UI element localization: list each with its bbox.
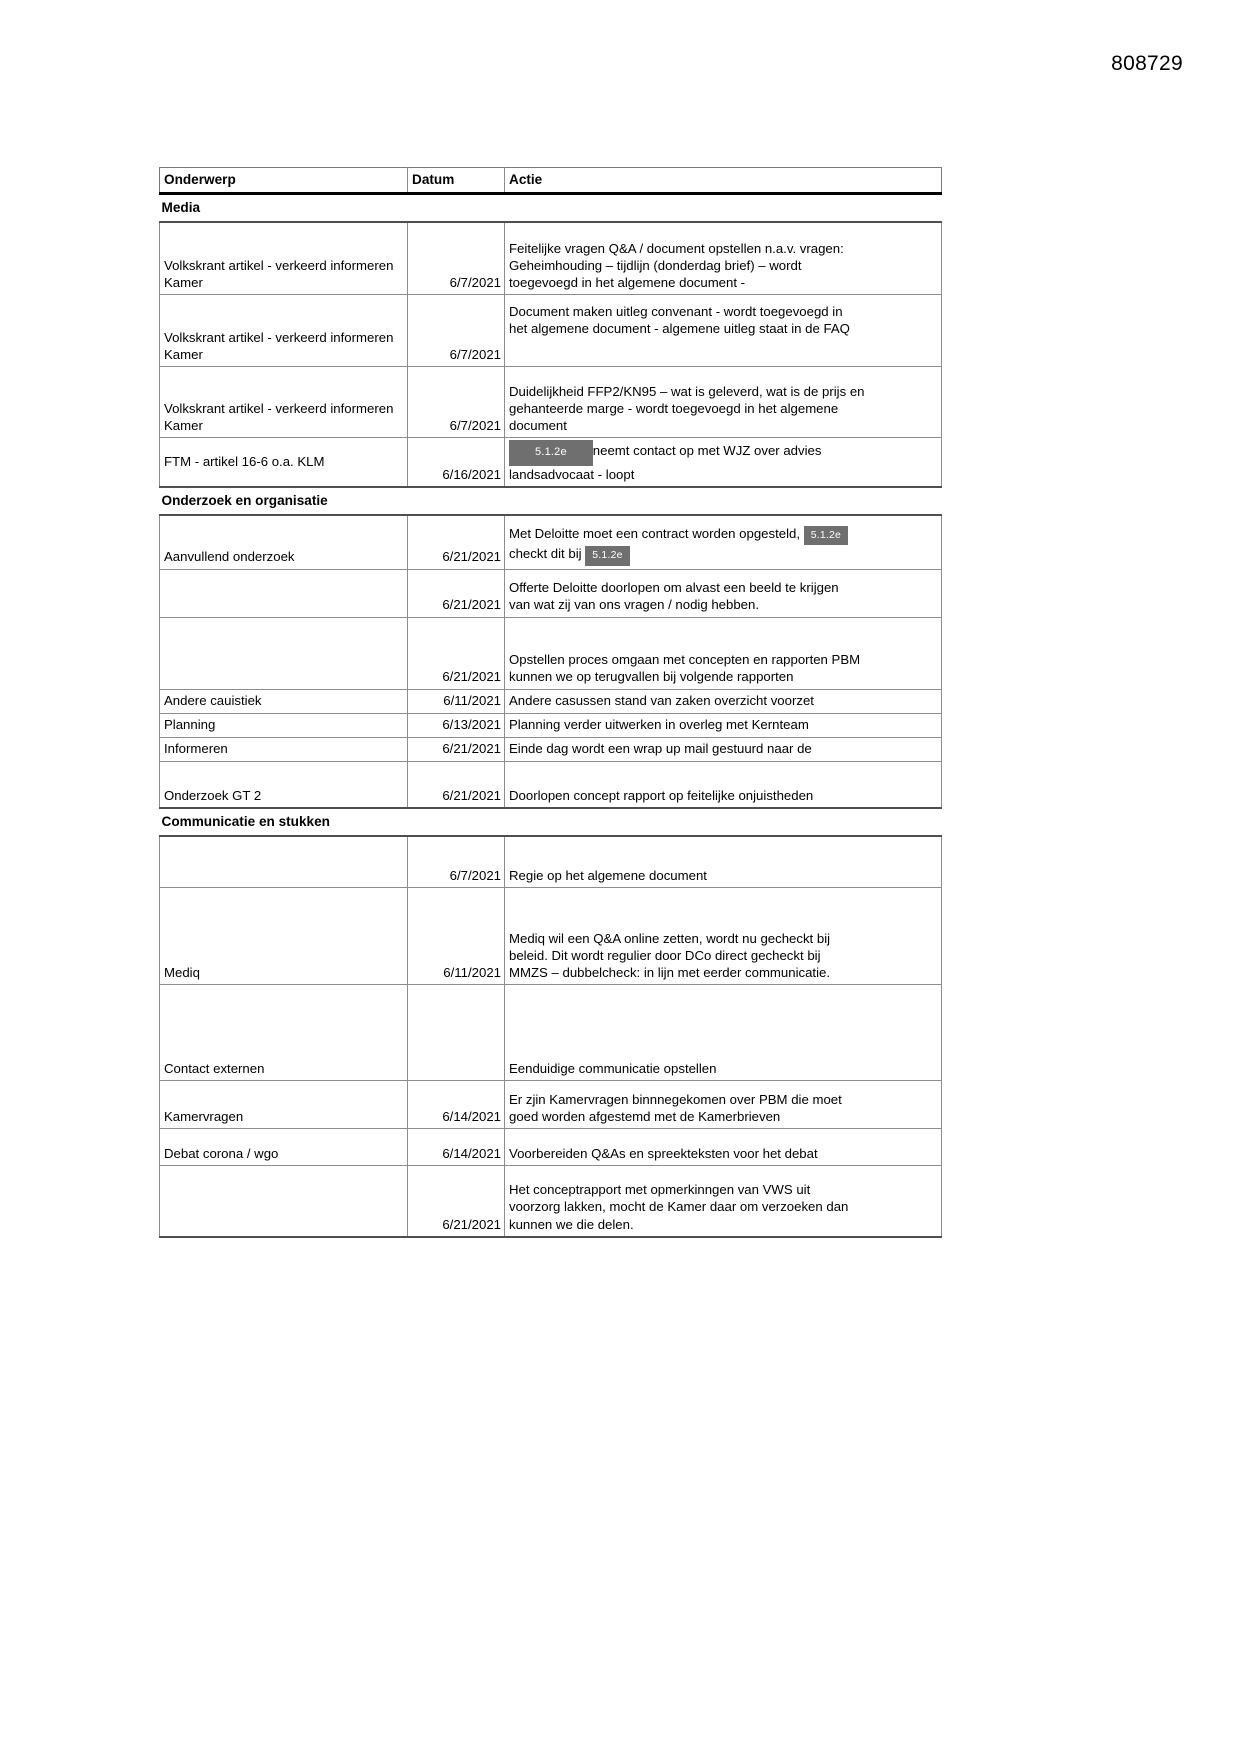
cell-datum: 6/14/2021 — [408, 1129, 505, 1166]
cell-actie: Andere casussen stand van zaken overzicht voorzet — [505, 689, 942, 713]
actie-line: Er zjin Kamervragen binnnegekomen over PBM die moet — [509, 1091, 842, 1107]
redaction-badge: 5.1.2e — [804, 526, 848, 546]
section-title-communicatie: Communicatie en stukken — [161, 814, 330, 829]
cell-onderwerp: Planning — [160, 713, 408, 737]
actie-line: MMZS – dubbelcheck: in lijn met eerder communicatie. — [509, 965, 831, 981]
redaction-badge: 5.1.2e — [509, 440, 593, 466]
cell-datum: 6/7/2021 — [408, 222, 505, 295]
actie-line: beleid. Dit wordt regulier door DCo direct gecheckt bij — [509, 947, 821, 963]
cell-onderwerp: Volkskrant artikel - verkeerd informeren Kamer — [160, 295, 408, 367]
table-row — [160, 1129, 942, 1166]
cell-onderwerp: Informeren — [160, 737, 408, 761]
cell-datum: 6/21/2021 — [408, 569, 505, 617]
cell-onderwerp: Mediq — [160, 888, 408, 985]
section-title-onderzoek: Onderzoek en organisatie — [161, 493, 328, 509]
document-number: 808729 — [1111, 52, 1183, 75]
table-row — [160, 569, 942, 617]
actie-line: Opstellen proces omgaan met concepten en rapporten PBM — [509, 652, 861, 668]
column-header-datum: Datum — [408, 168, 505, 194]
table-body — [160, 168, 942, 1237]
cell-onderwerp: Volkskrant artikel - verkeerd informeren Kamer — [160, 222, 408, 295]
actie-line: goed worden afgestemd met de Kamerbrieven — [509, 1109, 781, 1125]
actielijst-table-container — [159, 167, 941, 1238]
cell-onderwerp: Contact externen — [160, 985, 408, 1081]
cell-datum: 6/7/2021 — [408, 367, 505, 438]
section-heading-row-onderzoek — [160, 487, 942, 515]
table-row — [160, 836, 942, 888]
cell-datum: 6/11/2021 — [408, 689, 505, 713]
cell-datum: 6/7/2021 — [408, 836, 505, 888]
actie-line: voorzorg lakken, mocht de Kamer daar om verzoeken dan — [509, 1199, 849, 1215]
cell-actie — [505, 617, 942, 689]
cell-datum: 6/21/2021 — [408, 1166, 505, 1237]
actie-line: gehanteerde marge - wordt toegevoegd in het algemene — [509, 400, 839, 416]
actie-line: landsadvocaat - loopt — [509, 467, 635, 483]
actie-line-text: neemt contact op met WJZ over advies — [592, 443, 822, 459]
actie-line: Duidelijkheid FFP2/KN95 – wat is geleverd, wat is de prijs en — [509, 383, 865, 399]
actie-line-text: Met Deloitte moet een contract worden opgesteld, — [509, 525, 801, 541]
cell-actie — [505, 222, 942, 295]
table-row — [160, 1081, 942, 1129]
cell-onderwerp: FTM - artikel 16-6 o.a. KLM — [160, 438, 408, 488]
redaction-badge: 5.1.2e — [585, 546, 629, 566]
cell-datum: 6/14/2021 — [408, 1081, 505, 1129]
cell-actie: Einde dag wordt een wrap up mail gestuurd naar de — [505, 737, 942, 761]
actie-line — [509, 440, 938, 466]
cell-datum: 6/13/2021 — [408, 713, 505, 737]
actielijst-table — [159, 167, 942, 1238]
cell-onderwerp — [160, 569, 408, 617]
table-row — [160, 761, 942, 808]
cell-datum: 6/21/2021 — [408, 515, 505, 569]
cell-actie: Eenduidige communicatie opstellen — [505, 985, 942, 1081]
actie-line: Geheimhouding – tijdlijn (donderdag brief) – wordt — [509, 257, 802, 273]
table-row — [160, 713, 942, 737]
section-heading-row-media — [160, 194, 942, 222]
actie-line: Document maken uitleg convenant - wordt toegevoegd in — [509, 304, 843, 320]
section-heading-row-communicatie — [160, 808, 942, 836]
cell-datum: 6/7/2021 — [408, 295, 505, 367]
cell-actie — [505, 888, 942, 985]
table-row — [160, 737, 942, 761]
cell-onderwerp — [160, 1166, 408, 1237]
table-row — [160, 222, 942, 295]
actie-line: Het conceptrapport met opmerkinngen van VWS uit — [509, 1182, 811, 1198]
column-header-actie: Actie — [505, 168, 942, 194]
actie-line: Offerte Deloitte doorlopen om alvast een beeld te krijgen — [509, 580, 839, 596]
column-header-onderwerp: Onderwerp — [160, 168, 408, 194]
cell-onderwerp: Volkskrant artikel - verkeerd informeren Kamer — [160, 367, 408, 438]
table-row — [160, 367, 942, 438]
cell-actie: Regie op het algemene document — [505, 836, 942, 888]
cell-datum: 6/21/2021 — [408, 617, 505, 689]
cell-actie — [505, 569, 942, 617]
cell-datum: 6/16/2021 — [408, 438, 505, 488]
cell-datum — [408, 985, 505, 1081]
cell-onderwerp: Aanvullend onderzoek — [160, 515, 408, 569]
cell-actie — [505, 367, 942, 438]
cell-actie — [505, 1081, 942, 1129]
table-row — [160, 1166, 942, 1237]
cell-onderwerp — [160, 617, 408, 689]
table-header-row — [160, 168, 942, 194]
actie-line: document — [509, 418, 567, 434]
table-row — [160, 617, 942, 689]
actie-line: toegevoegd in het algemene document - — [509, 275, 746, 291]
cell-onderwerp: Debat corona / wgo — [160, 1129, 408, 1166]
cell-onderwerp: Kamervragen — [160, 1081, 408, 1129]
actie-line: Feitelijke vragen Q&A / document opstellen n.a.v. vragen: — [509, 240, 844, 256]
table-row — [160, 515, 942, 569]
actie-line — [509, 545, 938, 566]
cell-actie — [505, 295, 942, 367]
actie-line: van wat zij van ons vragen / nodig hebben. — [509, 597, 759, 613]
cell-datum: 6/21/2021 — [408, 761, 505, 808]
table-row — [160, 985, 942, 1081]
table-row — [160, 689, 942, 713]
cell-actie — [505, 1166, 942, 1237]
section-title-media: Media — [161, 200, 201, 215]
cell-datum: 6/11/2021 — [408, 888, 505, 985]
cell-onderwerp: Onderzoek GT 2 — [160, 761, 408, 808]
cell-onderwerp: Andere cauistiek — [160, 689, 408, 713]
cell-actie — [505, 438, 942, 488]
actie-line: kunnen we op terugvallen bij volgende rapporten — [509, 669, 794, 685]
table-row — [160, 888, 942, 985]
cell-actie: Planning verder uitwerken in overleg met Kernteam — [505, 713, 942, 737]
actie-line-text: checkt dit bij — [509, 546, 582, 561]
cell-datum: 6/21/2021 — [408, 737, 505, 761]
cell-actie: Doorlopen concept rapport op feitelijke onjuistheden — [505, 761, 942, 808]
actie-line — [509, 525, 938, 546]
cell-actie — [505, 515, 942, 569]
actie-line: kunnen we die delen. — [509, 1216, 634, 1232]
cell-onderwerp — [160, 836, 408, 888]
table-row — [160, 295, 942, 367]
cell-actie: Voorbereiden Q&As en spreekteksten voor het debat — [505, 1129, 942, 1166]
actie-line: Mediq wil een Q&A online zetten, wordt nu gecheckt bij — [509, 930, 831, 946]
table-row — [160, 438, 942, 488]
actie-line: het algemene document - algemene uitleg staat in de FAQ — [509, 321, 850, 337]
